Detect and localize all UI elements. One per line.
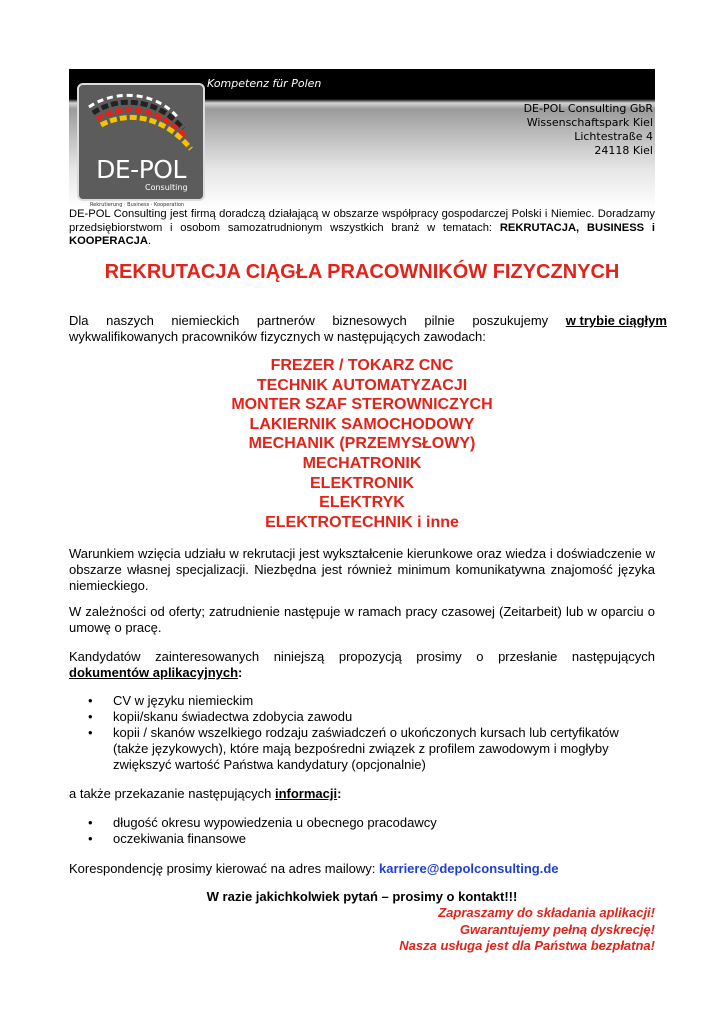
documents-colon: : [238,665,243,680]
list-item: • kopii / skanów wszelkiego rodzaju zaświadczeń o ukończonych kursach lub certyfikatów (także językowych), które mają bezpośredni związek z profilem zawodowym i mogłyby zwiększyć wartość Państwa kandydatury (opcjonalnie) [88,725,655,773]
word: poszukujemy [472,313,549,328]
employment-paragraph: W zależności od oferty; zatrudnienie następuje w ramach pracy czasowej (Zeitarbeit) lub w oparciu o umowę o pracę. [69,604,655,635]
requirements-paragraph: Warunkiem wzięcia udziału w rekrutacji jest wykształcenie kierunkowe oraz wiedza i doświadczenie w obszarze własnej specjalizacji. Niezbędna jest również minimum komunikatywna znajomość języka niemieckiego. [69,546,655,593]
list-item: • oczekiwania finansowe [88,831,655,847]
job-title: TECHNIK AUTOMATYZACJI [256,376,468,394]
documents-request-paragraph [69,649,655,681]
job-title: MONTER SZAF STEROWNICZYCH [231,396,493,414]
tagline: Kompetenz für Polen [207,77,322,90]
logo-strapline: Rekrutierung · Business · Kooperation [89,202,185,208]
word: Dla [69,313,89,328]
list-item: • długość okresu wypowiedzenia u obecnego pracodawcy [88,815,655,831]
continuous-mode-highlight: w trybie ciągłym [565,313,667,328]
word: pilnie [424,313,455,328]
job-title: ELEKTRONIK [310,474,414,492]
flag-stripes-icon [79,85,203,157]
intro-topics: REKRUTACJA, BUSINESS i KOOPERACJA [69,221,655,247]
slogan: Gwarantujemy pełną dyskrecję! [459,921,655,937]
information-colon: : [337,786,342,801]
offer-paragraph [69,313,667,344]
word: niemieckich [171,313,240,328]
job-list [69,356,655,532]
address-line: 24118 Kiel [594,144,653,157]
information-highlight: informacji [274,786,338,801]
word: partnerów [256,313,315,328]
list-item: • kopii/skanu świadectwa zdobycia zawodu [88,709,655,725]
information-request-paragraph [69,786,655,802]
slogan: Zapraszamy do składania aplikacji! [438,905,655,920]
list-item: • CV w języku niemieckim [88,693,655,709]
address-line: Lichtestraße 4 [574,130,653,143]
job-title: ELEKTRYK [319,494,405,512]
documents-highlight: dokumentów aplikacyjnych [69,665,239,680]
logo-sub: Consulting [145,183,188,192]
offer-line-1 [69,313,667,329]
intro-end: . [147,235,152,247]
address-line: DE-POL Consulting GbR [523,102,653,115]
job-title: LAKIERNIK SAMOCHODOWY [249,415,475,433]
depol-logo [77,83,205,201]
page-title: REKRUTACJA CIĄGŁA PRACOWNIKÓW FIZYCZNYCH [104,261,620,283]
slogan: Nasza usługa jest dla Państwa bezpłatna! [399,938,655,953]
documents-text: Kandydatów zainteresowanych niniejszą propozycją prosimy o przesłanie następujących [69,649,655,664]
slogans [399,905,655,955]
letterhead [69,69,655,209]
job-title: FREZER / TOKARZ CNC [270,357,454,374]
email-link[interactable]: karriere@depolconsulting.de [378,861,559,876]
intro-text: DE-POL Consulting jest firmą doradczą działającą w obszarze współpracy gospodarczej Polski i Niemiec. Doradzamy przedsiębiorstwom i osobom samozatrudnionym wszystkich branż w tematach: [69,208,655,234]
word: biznesowych [332,313,407,328]
information-text: a także przekazanie następujących [69,786,275,801]
contact-paragraph [69,861,655,877]
logo-name: DE-POL [96,155,186,184]
job-title: MECHATRONIK [302,454,422,472]
closing-line: W razie jakichkolwiek pytań – prosimy o kontakt!!! [206,889,518,904]
contact-text: Korespondencję prosimy kierować na adres mailowy: [69,861,379,876]
company-address [524,102,653,158]
offer-line-2: wykwalifikowanych pracowników fizycznych w następujących zawodach: [69,328,486,344]
information-list [88,815,655,847]
word: naszych [106,313,154,328]
address-line: Wissenschaftspark Kiel [526,116,653,129]
job-title: MECHANIK (PRZEMYSŁOWY) [248,435,476,453]
job-title: ELEKTROTECHNIK i inne [265,513,459,531]
company-intro [69,208,655,249]
documents-list [88,693,655,773]
